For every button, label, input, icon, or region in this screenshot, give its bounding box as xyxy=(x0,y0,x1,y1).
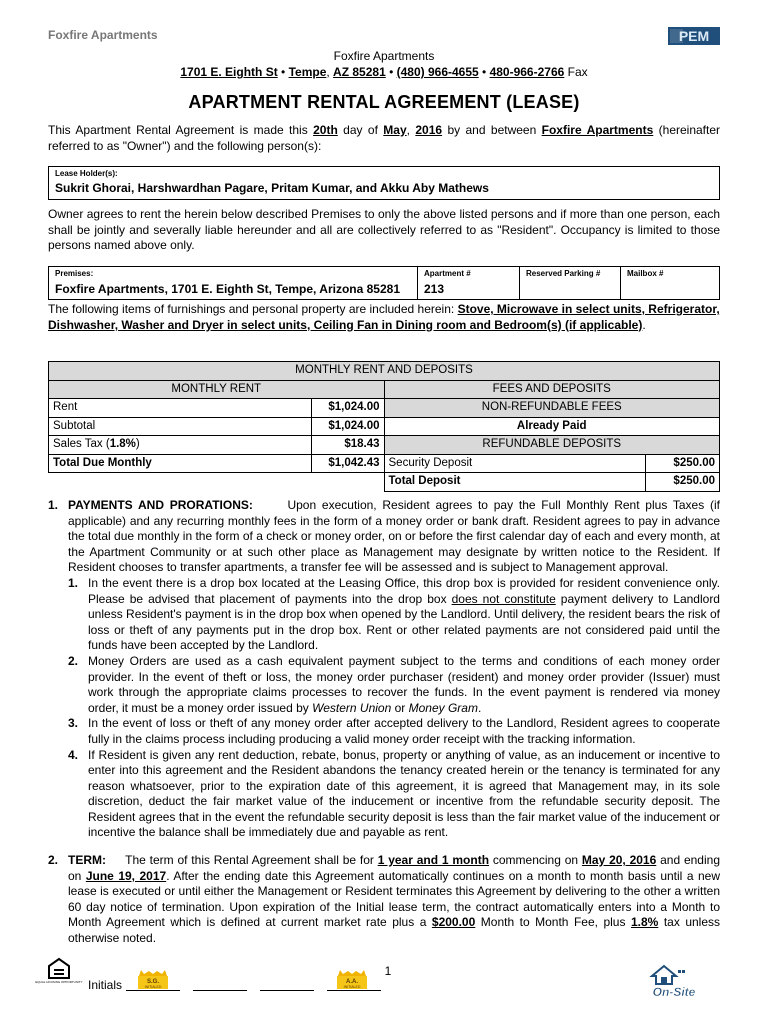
sales-tax-label: Sales Tax (1.8%) xyxy=(49,436,312,455)
address-name: Foxfire Apartments xyxy=(333,49,435,63)
section2-number: 2. xyxy=(48,853,59,867)
total-deposit-label: Total Deposit xyxy=(384,473,646,492)
premises-box xyxy=(48,266,720,300)
sales-tax-value: $18.43 xyxy=(311,436,384,455)
section1-item-1: 1. In the event there is a drop box located at the Leasing Office, this drop box is provided for resident convenience only. Please be advised that placement of payments into the drop box does not constitute payment delivery to Landlord unless Resident's payment is in the drop box when opened by the Landlord. Until delivery, the resident bears the risk of loss or theft of any payments put in the drop box. Rent or other related payments are not considered paid until the funds have been accepted by the Landlord. xyxy=(68,575,720,653)
rent-label: Rent xyxy=(49,399,312,418)
security-deposit-label: Security Deposit xyxy=(384,454,646,473)
intro-month: May xyxy=(383,123,407,137)
address-line: 1701 E. Eighth St • Tempe, AZ 85281 • (480) 966-4655 • 480-966-2766 Fax xyxy=(180,65,588,79)
furnishings-items: Stove, Microwave in select units, Refrigerator, Dishwasher, Washer and Dryer in select units, Ceiling Fan in Dining room and Bedroom(s) (if applicable) xyxy=(48,302,720,332)
lease-holders-value: Sukrit Ghorai, Harshwardhan Pagare, Pritam Kumar, and Akku Aby Mathews xyxy=(55,181,489,195)
col-monthly-rent: MONTHLY RENT xyxy=(49,380,385,399)
subtotal-value: $1,024.00 xyxy=(311,417,384,436)
initials-stamp-sg xyxy=(135,970,171,990)
refundable-deposits-header: REFUNDABLE DEPOSITS xyxy=(384,436,720,455)
section1-body: Upon execution, Resident agrees to pay the Full Monthly Rent plus Taxes (if applicable) and any recurring monthly fees in the form of a money order or bank draft. Resident agrees to pay in advance the total due monthly in the form of a check or money order, on or before the first calendar day of each and every month, at the Apartment Community or at such other place as Management may designate by written notice to the Resident. If Resident chooses to transfer apartments, a transfer fee will be assessed and is subject to Management approval. xyxy=(68,498,720,575)
rent-value: $1,024.00 xyxy=(311,399,384,418)
address-street: 1701 E. Eighth St xyxy=(180,65,278,79)
page-number: 1 xyxy=(384,964,392,978)
svg-text:On-Site: On-Site xyxy=(652,985,696,999)
onsite-logo xyxy=(644,962,704,998)
section1-item-2: 2. Money Orders are used as a cash equivalent payment subject to the terms and conditions of each money order provider. In the event of theft or loss, the money order purchaser (resident) and money order provider (Issuer) must work through the appropriate claims processes to recover the funds. In the event payment is rendered via money order, it must be a money order issued by Western Union or Money Gram. xyxy=(68,653,720,715)
premises-value: Foxfire Apartments, 1701 E. Eighth St, Tempe, Arizona 85281 xyxy=(55,282,400,296)
document-title: APARTMENT RENTAL AGREEMENT (LEASE) xyxy=(188,92,580,112)
eho-text: EQUAL HOUSING OPPORTUNITY xyxy=(35,980,83,984)
address-phone: (480) 966-4655 xyxy=(396,65,479,79)
initials-line-3 xyxy=(260,990,314,991)
initials-label: Initials xyxy=(88,978,123,992)
nonrefundable-fees-header: NON-REFUNDABLE FEES xyxy=(384,399,720,418)
mailbox-label: Mailbox # xyxy=(627,269,664,278)
term-end: June 19, 2017 xyxy=(85,868,167,883)
parking-label: Reserved Parking # xyxy=(526,269,601,278)
total-due-label: Total Due Monthly xyxy=(49,454,312,473)
col-fees-deposits: FEES AND DEPOSITS xyxy=(384,380,720,399)
svg-text:S.G.: S.G. xyxy=(146,979,160,985)
svg-text:INITIALED: INITIALED xyxy=(144,985,162,989)
section1-item-4: 4. If Resident is given any rent deduction, rebate, bonus, property or anything of value, as an inducement or incentive to enter into this agreement and the Resident abandons the tenancy created herein or the tenancy is terminated for any reason whatsoever, prior to the expiration date of this agreement, it is agreed that Management may, in its sole discretion, deduct the fair market value of the inducement or incentive from the refundable security deposit. The Resident agrees that in the event the refundable security deposit is less than the fair market value of the inducement or incentive the balance shall be immediately due and payable as rent. xyxy=(68,747,720,840)
address-statezip: AZ 85281 xyxy=(333,65,386,79)
section1-number: 1. xyxy=(48,498,59,512)
initials-stamp-aa xyxy=(334,970,370,990)
initials-line-1 xyxy=(126,990,180,991)
initials-line-2 xyxy=(193,990,247,991)
furnishings-paragraph: The following items of furnishings and personal property are included herein: Stove, Microwave in select units, Refrigerator, Dishwasher, Washer and Dryer in select units, Ceiling Fan in Dining room and Bedroom(s) (if applicable). xyxy=(48,302,720,332)
section1-item-3: 3. In the event of loss or theft of any money order after accepted delivery to the Landlord, Resident agrees to cooperate fully in the claims process including producing a valid money order receipt with the tracking information. xyxy=(68,716,720,746)
term-duration: 1 year and 1 month xyxy=(377,853,490,867)
intro-paragraph: This Apartment Rental Agreement is made this 20th day of May, 2016 by and between Foxfire Apartments (hereinafter referred to as "Owner") and the following person(s): xyxy=(48,123,721,153)
svg-text:A.A.: A.A. xyxy=(346,979,358,985)
intro-owner: Foxfire Apartments xyxy=(541,123,654,137)
pem-logo xyxy=(668,26,720,46)
svg-text:INITIALED: INITIALED xyxy=(343,985,361,989)
section-term: 2. TERM: The term of this Rental Agreement shall be for 1 year and 1 month commencing on May 20, 2016 and ending on June 19, 2017. After the ending date this Agreement automatically continues on a month to month basis until a new lease is executed or until either the Management or Resident terminates this Agreement by delivering to the other a written 60 day notice of termination. Upon expiration of the Initial lease term, the contract automatically enters into a Month to Month Agreement which is defined at current market rate plus a $200.00 Month to Month Fee, plus 1.8% tax unless otherwise noted. xyxy=(48,853,721,945)
pem-logo-text: PEM xyxy=(678,28,710,44)
intro-year: 2016 xyxy=(415,123,443,137)
month-to-month-fee: $200.00 xyxy=(431,915,476,930)
term-start: May 20, 2016 xyxy=(581,853,657,867)
lease-holders-label: Lease Holder(s): xyxy=(55,169,118,178)
lease-holders-box xyxy=(48,166,720,200)
owner-agrees-paragraph: Owner agrees to rent the herein below described Premises to only the above listed persons and if more than one person, each shall be jointly and severally liable hereunder and all are collectively referred to as "Resident". Occupancy is limited to those persons named above only. xyxy=(48,207,720,253)
security-deposit-value: $250.00 xyxy=(646,454,720,473)
intro-day: 20th xyxy=(313,123,338,137)
premises-label: Premises: xyxy=(55,269,94,278)
section-payments xyxy=(48,498,720,841)
apartment-value: 213 xyxy=(424,282,445,296)
already-paid: Already Paid xyxy=(384,417,720,436)
rent-deposits-table xyxy=(48,361,720,492)
total-deposit-value: $250.00 xyxy=(646,473,720,492)
section1-heading: PAYMENTS AND PRORATIONS: xyxy=(68,498,253,512)
rent-table-title: MONTHLY RENT AND DEPOSITS xyxy=(49,362,720,381)
initials-line-4 xyxy=(327,990,381,991)
subtotal-label: Subtotal xyxy=(49,417,312,436)
total-due-value: $1,042.43 xyxy=(311,454,384,473)
header-company: Foxfire Apartments xyxy=(48,28,158,42)
apartment-label: Apartment # xyxy=(424,269,471,278)
section2-heading: TERM: xyxy=(68,853,106,867)
address-city: Tempe xyxy=(288,65,327,79)
address-fax: 480-966-2766 xyxy=(489,65,565,79)
tax-rate: 1.8% xyxy=(630,915,659,930)
